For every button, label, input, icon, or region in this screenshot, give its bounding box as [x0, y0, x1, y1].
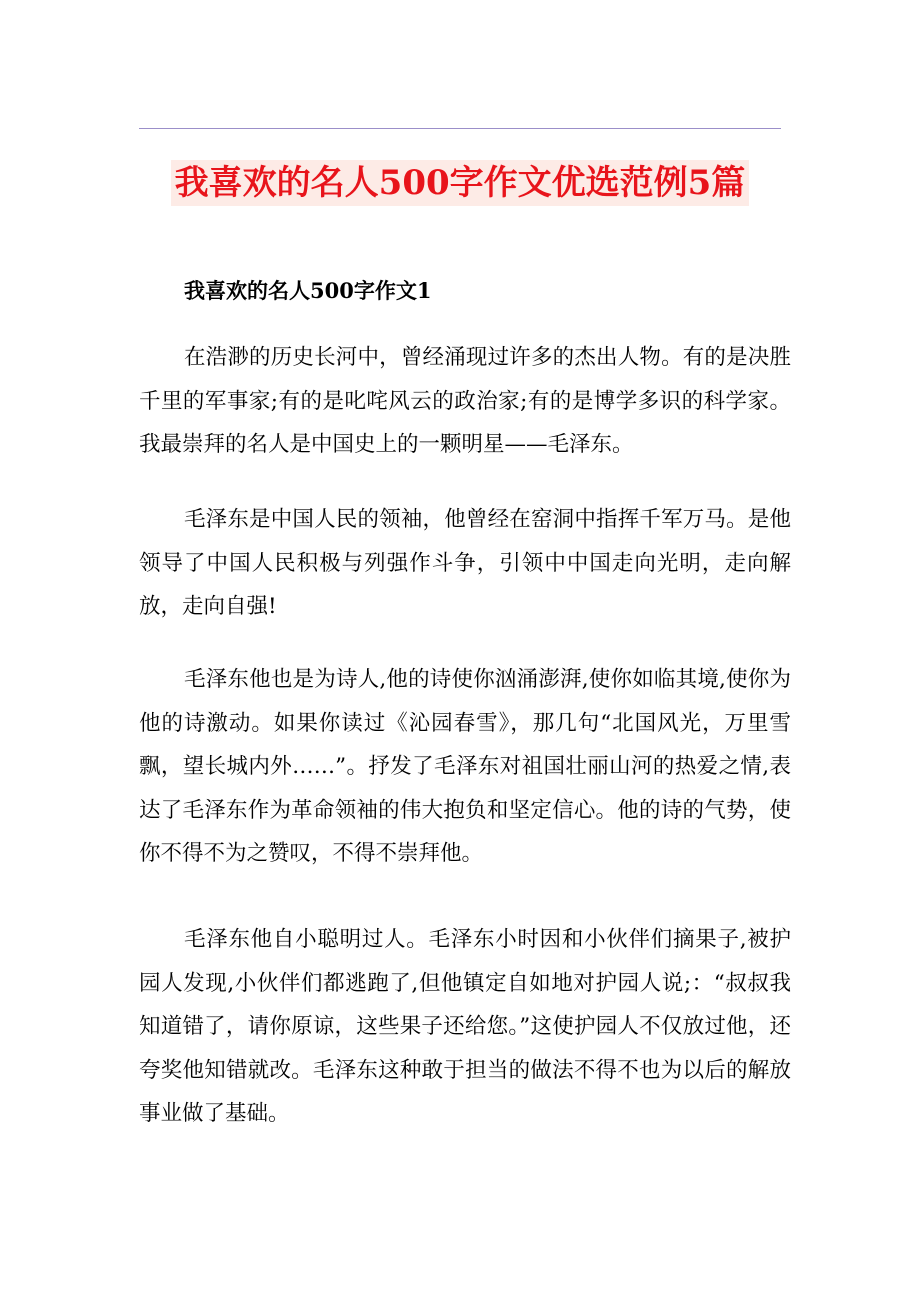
paragraph-2: 毛泽东是中国人民的领袖，他曾经在窑洞中指挥千军万马。是他领导了中国人民积极与列强作斗争，引领中中国走向光明，走向解放，走向自强! — [139, 507, 791, 619]
paragraph-1: 在浩渺的历史长河中，曾经涌现过许多的杰出人物。有的是决胜千里的军事家;有的是叱咤风云的政治家;有的是博学多识的科学家。我最崇拜的名人是中国史上的一颗明星——毛泽东。 — [139, 345, 791, 457]
paragraph-4: 毛泽东他自小聪明过人。毛泽东小时因和小伙伴们摘果子,被护园人发现,小伙伴们都逃跑了,但他镇定自如地对护园人说;：“叔叔我知道错了，请你原谅，这些果子还给您。”这使护园人不仅放过他，还夸奖他知错就改。毛泽东这种敢于担当的做法不得不也为以后的解放事业做了基础。 — [139, 927, 791, 1126]
header-rule — [139, 128, 781, 129]
title-container — [0, 160, 920, 206]
paragraph-3: 毛泽东他也是为诗人,他的诗使你汹涌澎湃,使你如临其境,使你为他的诗激动。如果你读过《沁园春雪》，那几句“北国风光，万里雪飘，望长城内外……”。抒发了毛泽东对祖国壮丽山河的热爱之情,表达了毛泽东作为革命领袖的伟大抱负和坚定信心。他的诗的气势，使你不得不为之赞叹，不得不崇拜他。 — [139, 667, 791, 866]
document-title: 我喜欢的名人500字作文优选范例5篇 — [171, 160, 750, 206]
section-heading: 我喜欢的名人500字作文1 — [184, 278, 432, 303]
